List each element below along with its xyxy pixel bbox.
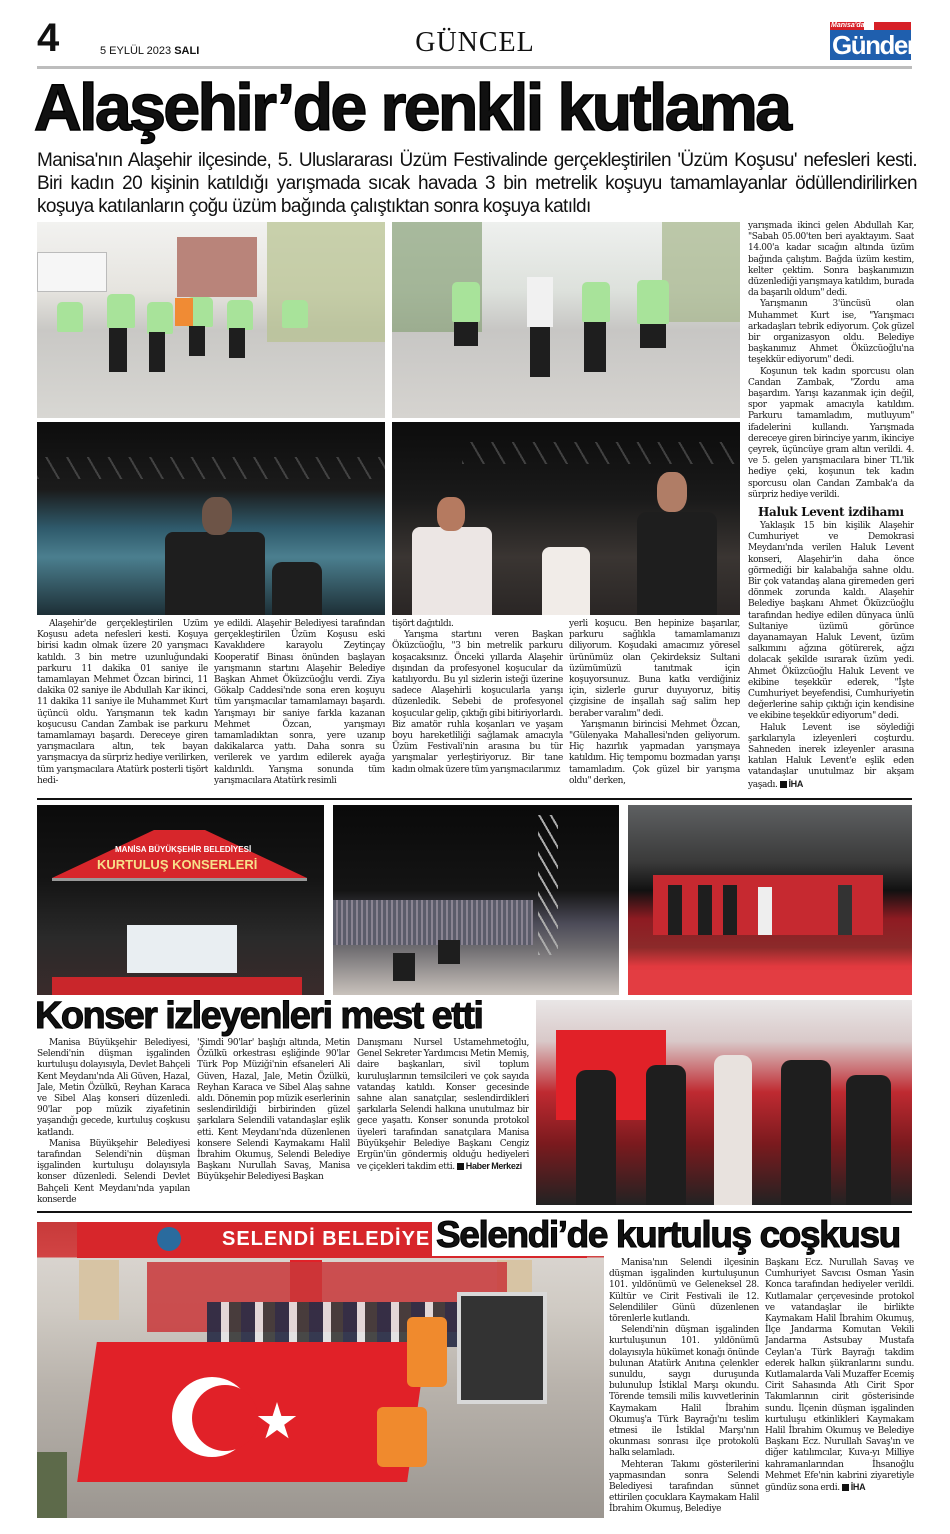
story3-signature [842,1482,865,1492]
story1-col5-p1: yarışmada ikinci gelen Abdullah Kar, "Sabah 05.00'ten beri ayaktayım. Saat 14.00'a kadar sıcağın altında üzüm bağında çalıştım. Bağda üzüm kestim, kelter çektim. Sonra başkanımızın düzenlediği yarışmaya katıldım, burada da başarılı oldum" dedi. [748,221,914,299]
story3-col2-text: Başkanı Ecz. Nurullah Savaş ve Cumhuriyet Savcısı Osman Yasin Konca tarafından hediyeler verildi. Kutlamalar çerçevesinde protokol ve vatandaşlar ile birlikte Kaymakam Halil İbrahim Okumuş, İlçe Jandarma Komutan Vekili Jandarma Astsubay Mustafa Ceylan'a Türk Bayrağı takdim ederek halkın şükranlarını sundu. Kutlamalarda Vali Muzaffer Ecemiş Cirit Sahasında Atlı Cirit Spor Takımlarının cirit gösterisinde sundu. İlçenin düşman işgalinden kurtuluşu etkinlikleri Kaymakam Halil İbrahim Okumuş ve Belediye Başkanı Ecz. Nurullah Savaş'ın ve diğer katılımcılar, Kuva-yı Milliye kahramanlarından İhsanoğlu Mehmet Efe'nin kabrini ziyaretiyle gündüz sona erdi. [765,1258,914,1494]
selendi-ceremony-photo [37,1222,604,1518]
story1-signature-text: İHA [788,778,803,789]
weekday: SALI [174,45,200,57]
story2-signature [457,1161,522,1171]
main-headline: Alaşehir’de renkli kutlama [34,70,790,144]
story2-col1-p1: Manisa Büyükşehir Belediyesi, Selendi'nin düşman işgalinden kurtuluşu dolayısıyla, Devlet Bahçeli Kent Meydanı'nda Ali Güven, Hazal, Jale, Metin Özülkü, Reyhan Karaca ve Sibel Alaş konseri düzenledi. 90'lar pop müzik ziyafetinin yaşandığı gecede, kurtuluş coşkusu katlandı. [37,1038,190,1138]
story1-column-4 [569,619,740,796]
story3-col1-p1: Manisa'nın Selendi ilçesinin düşman işgalinden kurtuluşunun 101. yıldönümü ve Geleneksel 28. Kültür ve Cirit Festivali ile 12. Selendililer Günü düzenlenen törenlerle kutlandı. [609,1258,759,1325]
story1-col2-p1: ye edildi. Alaşehir Belediyesi tarafından gerçekleştirilen Üzüm Koşusu eski Kavaklıdere karayolu Zeytinçay Kooperatif Binası önünden başlayan yarışmanın startını Alaşehir Belediye Başkan Ahmet Öküzcüoğlu verdi. Ziya Gökalp Caddesi'nde sona eren koşuyu tüm yarışmacılar tamamlamayı başardı. Yarışmayı bir saniye farkla kazanan Mehmet Özcan, yarışmayı tamamladıktan sonra, yere uzanıp dakikalarca yattı. Daha sonra su verilerek ve yardım edilerek ayağa kaldırıldı. Yarışma sonunda tüm yarışmacılara Atatürk resimli [214,619,385,786]
story3-col1-p3: Mehteran Takımı gösterilerini yapmasından sonra Selendi Belediyesi tarafından sünnet ettirilen çocuklara Kaymakam Halil İbrahim Okumuş, Belediye [609,1459,759,1515]
story1-column-2 [214,619,385,796]
issue-date [100,45,199,57]
story1-column-1 [37,619,208,796]
story1-col1-p1: Alaşehir'de gerçekleştirilen Üzüm Koşusu adeta nefesleri kesti. Koşuya birisi kadın olmak üzere 20 yarışmacı katıldı. 3 bin metre uzunluğundaki parkuru 11 dakika 01 saniye ile tamamlayan Mehmet Özcan birinci, 11 dakika 02 saniye ile Abdullah Kar ikinci, 11 dakika 11 saniye ile Muhammet Kurt üçüncü oldu. Yarışmanın tek kadın koşucusu Candan Zambak ise parkuru tamamlamayı başardı. Dereceye giren yarışmacılara altın, tek bayan yarışmacıya da sürpriz hediye verilirken, tüm yarışmacılara Atatürk posterli tişört hedi- [37,619,208,786]
selendi-banner-text: SELENDİ BELEDİYE [222,1228,431,1250]
story1-column-5 [748,221,914,503]
newspaper-logo [830,22,929,60]
header-rule [37,66,912,69]
story1-col5-p3: Koşunun tek kadın sporcusu olan Candan Zambak, "Zordu ama başardım. Yarışı kazanmak için değil, spor yapmak amacıyla katıldım. Parkuru tamamladım, mutluyum" ifadelerini kullandı. Yarışmada dereceye giren birinciye yarım, ikinciye çeyrek, üçüncüye gram altın verildi. 4. ve 5. gelen yarışmacılara biner TL'lik hediye çeki, koşunun tek kadın sporcusu olan Candan Zambak'a da sürpriz hediye verildi. [748,366,914,500]
story2-column-2 [197,1038,350,1209]
crowd-concert-photo [333,805,619,995]
mayor-on-stage-photo [392,422,740,615]
section-title: GÜNCEL [415,27,535,58]
story1-sub-p1: Yaklaşık 15 bin kişilik Alaşehir Cumhuriyet ve Demokrasi Meydanı'nda verilen Haluk Levent konseri, Alaşehir'in daha önce görmediği bir kalabalığa sahne oldu. Bir çok vatandaş alana giremeden geri dönmek zorunda kaldı. Alaşehir Belediye başkanı Ahmet Öküzcüoğlu tarafından hediye edilen dünyaca ünlü Sultaniye üzümü görünce dayanamayan Haluk Levent, üzüm salkımını ağzına götürerek, ağzı dolacak şekilde ısırarak üzüm yedi. Ahmet Öküzcüoğlu Haluk Levent ve ekibine teşekkür ederek, "İşte Cumhuriyet beyefendisi, Cumhuriyetin değerlerine sahip çıktığı için kendisine ve ekibine teşekkür ediyorum" dedi. [748,521,914,722]
story1-sub-p2 [748,723,914,791]
story3-signature-text: İHA [850,1482,866,1493]
kurtulus-konserleri-stage-photo [37,805,324,995]
story1-col3-p1: tişört dağıtıldı. [392,619,454,629]
story2-column-1 [37,1038,190,1209]
subheadline-haluk-levent: Haluk Levent izdihamı [758,505,904,519]
story-deck: Manisa'nın Alaşehir ilçesinde, 5. Uluslararası Üzüm Festivalinde gerçekleştirilen 'Üzüm Koşusu' nefesleri kesti. Biri kadın 20 kişinin katıldığı yarışmada sıcak havada 3 bin metrelik koşuyu tamamlayanlar ödüllendirilirken koşuya katılanların çoğu üzüm bağında çalıştıktan sonra koşuya katıldı [37,150,917,217]
stage-banner-line2: KURTULUŞ KONSERLERİ [97,857,258,872]
haluk-levent-concert-photo [37,422,385,615]
story3-column-1 [609,1258,759,1528]
story1-col4-p2: Yarışmanın birincisi Mehmet Özcan, "Gülenyaka Mahallesi'nden geliyorum. Hiç hazırlık yapmadan yarışmaya katıldım. Hiç tempomu bozmadan yarışı tamamladım. Çok güzel bir yarışma oldu" derken, [569,719,740,786]
winners-with-mayor-photo [392,222,740,418]
page-number: 4 [37,16,59,60]
story1-sub-column [748,521,914,796]
runners-start-photo [37,222,385,418]
story1-sub-p2-text: Haluk Levent ise söylediği şarkılarıyla izleyenleri coşturdu. Sahneden inerek izleyenler arasına katılan Haluk Levent'e eşlik eden vatandaşlar unutulmaz bir akşam yaşadı. [748,722,914,790]
headline-konser: Konser izleyenleri mest etti [35,995,483,1037]
story2-signature-text: Haber Merkezi [465,1161,522,1172]
signature-square-icon [457,1163,464,1170]
story1-signature [780,779,803,789]
story1-col3-p2: Yarışma startını veren Başkan Öküzcüoğlu, "3 bin metrelik parkuru koşacaksınız. Önceki yıllarda Alaşehir dışından da profesyonel koşucular da katılıyordu. Bu yıl sizlerin isteği üzerine sadece Alaşehirli koşucularla yarışı düzenledik. Sebebi de profesyonel koşucular gelip, çıktığı gibi bitiriyorlardı. Biz amatör ruhla koşanları ve yaşam boyu hareketliliği sağlamak amacıyla Üzüm Festivali'nin arasına bu tür yarışmalar yerleştiriyoruz. Bir tane kadın olmak üzere tüm yarışmacılarımız [392,630,563,775]
story3-column-2 [765,1258,914,1528]
story1-col4-p1: yerli koşucu. Ben hepinize başarılar, parkuru sağlıkla tamamlamanızı diliyorum. Koşudaki amacımız yöresel ürünümüz olan Çekirdeksiz Sultani üzümümüzü tanıtmak için koşuyorsunuz. Buna katkı verdiğiniz için, sizlerle gurur duyuyoruz, bitiş çizgisine de inşallah sağ salim hep beraber varalım" dedi. [569,619,740,719]
story1-col5-p2: Yarışmanın 3'üncüsü olan Muhammet Kurt ise, "Yarışmacı arkadaşları tebrik ediyorum. Çok güzel bir organizasyon oldu. Belediye başkanımız Ahmet Öküzcüoğlu'na teşekkür ediyorum" dedi. [748,299,914,366]
story3-col2-p1 [765,1258,914,1494]
date-text: 5 EYLÜL 2023 [100,45,172,57]
stage-banner-line1: MANİSA BÜYÜKŞEHİR BELEDİYESİ [115,845,252,854]
stage-with-flags-photo [628,805,912,995]
story2-col2-p1: 'Şimdi 90'lar' başlığı altında, Metin Özülkü orkestrası eşliğinde 90'lar Türk Pop Müziği'nin efsaneleri Ali Güven, Hazal, Jale, Metin Özülkü, Reyhan Karaca ve Sibel Alaş sahne aldı. Dönemin pop müzik eserlerinin seslendirildiği birbirinden güzel şarkılara Selendili vatandaşlar eşlik etti. Kent Meydanı'nda düzenlenen konsere Selendi Kaymakamı Halil İbrahim Okumuş, Selendi Belediye Başkanı Nurullah Savaş, Manisa Büyükşehir Belediyesi Başkan [197,1038,350,1183]
section-divider-2 [37,1211,912,1213]
headline-selendi: Selendi’de kurtuluş coşkusu [432,1214,904,1256]
story2-col3-p1 [357,1038,529,1173]
story1-column-3 [392,619,563,796]
story2-col3-text: Danışmanı Nursel Ustamehmetoğlu, Genel Sekreter Yardımcısı Metin Memiş, daire başkanları, sivil toplum kuruluşlarının temsilcileri ve çok sayıda vatandaş katıldı. Konser gecesinde sahne alan sanatçılar, seslendirdikleri şarkılarla Selendi halkına unutulmaz bir gece yaşattı. Konser sonunda protokol üyeleri tarafından sanatçılara Manisa Büyükşehir Belediye Başkanı Cengiz Ergün'ün göndermiş olduğu hediyeleri ve çiçekleri takdim etti. [357,1038,529,1173]
story2-col1-p2: Manisa Büyükşehir Belediyesi tarafından Selendi'nin düşman işgalinden kurtuluşu dolayısıyla konser düzenledi. Selendi Devlet Bahçeli Kent Meydanı'nda yapılan konserde [37,1138,190,1205]
singers-performing-photo [536,1000,912,1205]
signature-square-icon [780,781,787,788]
signature-square-icon [842,1484,849,1491]
logo-name: Gündem [832,30,929,60]
logo-tagline: Manisa'da [831,22,865,29]
story2-column-3 [357,1038,529,1209]
section-divider [37,798,912,800]
story3-col1-p2: Selendi'nin düşman işgalinden kurtuluşunun 101. yıldönümü dolayısıyla hükümet konağı önünde bulunan Atatürk Anıtına çelenkler sunuldu, saygı duruşunda bulunulup İstiklal Marşı okundu. Törende temsili milis kuvvetlerinin Kaymakam Halil İbrahim Okumuş'a Türk Bayrağı'nı teslim etmesi ile İstiklal Marşı'nın okunması sonrası ilçe protokolü halkı selamladı. [609,1325,759,1459]
